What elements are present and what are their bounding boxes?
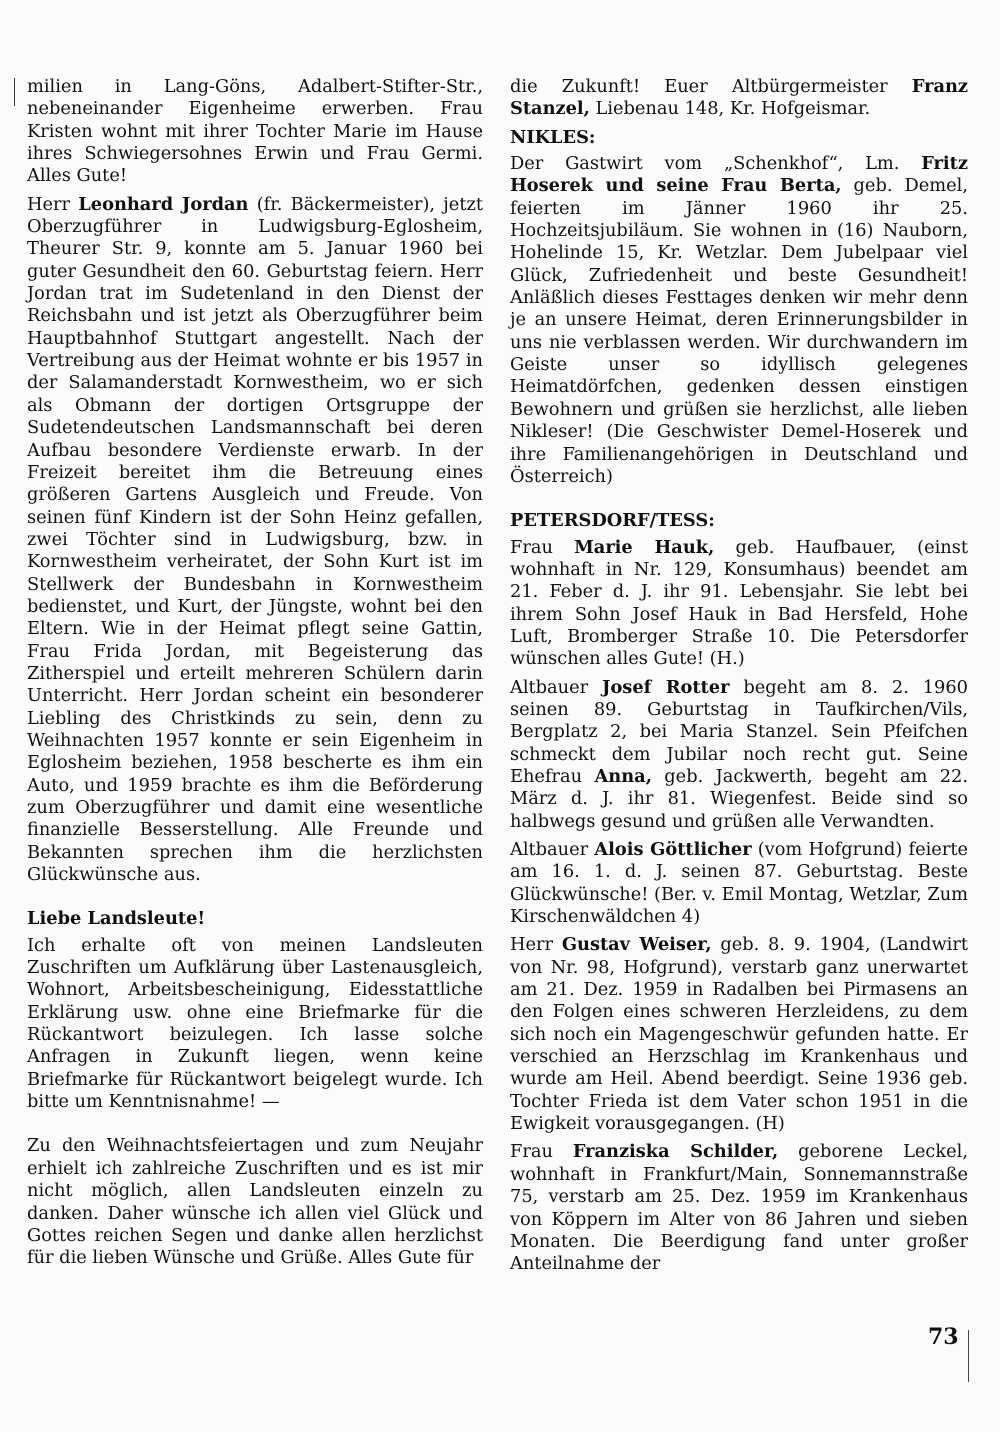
- page-number: 73: [928, 1324, 959, 1350]
- paragraph-text: Der Gastwirt vom „Schenkhof“, Lm.: [510, 153, 922, 175]
- person-name: Leonhard Jordan: [78, 193, 249, 215]
- paragraph-stanzel: [510, 76, 968, 121]
- paragraph-text: Frau: [510, 1141, 573, 1163]
- paragraph-text: geborene Leckel, wohnhaft in Frankfurt/Main, Sonnemannstraße 75, verstarb am 25. Dez. 1959 im Krankenhaus von Köppern im Alter von 86 Jahren und sieben Monaten. Die Beerdigung fand unter großer Anteilnahme der: [510, 1141, 968, 1275]
- paragraph-marie-hauk: [510, 537, 968, 671]
- person-name: Franz Stanzel,: [510, 76, 968, 120]
- person-name: Marie Hauk,: [574, 536, 715, 558]
- paragraph-text: geb. 8. 9. 1904, (Landwirt von Nr. 98, Hofgrund), verstarb ganz unerwartet am 21. Dez. 1959 in Radalben bei Pirmasens an den Folgen eines schweren Herzleidens, zu dem sich noch ein Magengeschwür gefunden hatte. Er verschied an Herzschlag im Krankenhaus und wurde am Heil. Abend beerdigt. Seine 1936 geb. Tochter Frieda ist dem Vater schon 1951 in die Ewigkeit vorausgegangen. (H): [510, 934, 968, 1135]
- paragraph-text: Zu den Weihnachtsfeiertagen und zum Neujahr erhielt ich zahlreiche Zuschriften und es ist mir nicht möglich, allen Landsleuten einzeln zu danken. Daher wünsche ich allen viel Glück und Gottes reichen Segen und danke allen herzlichst für die lieben Wünsche und Grüße. Alles Gute für: [27, 1135, 483, 1269]
- person-name: Anna,: [594, 765, 652, 787]
- paragraph-text: begeht am 8. 2. 1960 seinen 89. Geburtstag in Taufkirchen/Vils, Bergplatz 2, bei Maria Stanzel. Sein Pfeifchen schmeckt dem Jubilar noch recht gut. Seine Ehefrau: [510, 676, 968, 787]
- paragraph-hoserek: [510, 153, 968, 488]
- paragraph-lang-goens: [27, 76, 483, 188]
- left-column: [27, 76, 483, 1276]
- paragraph-briefmarke: [27, 935, 483, 1114]
- person-name: Alois Göttlicher: [594, 839, 752, 860]
- page-number-rule: [968, 1330, 969, 1382]
- paragraph-franziska-schilder: [510, 1141, 968, 1275]
- paragraph-leonhard-jordan: [27, 194, 483, 887]
- paragraph-text: milien in Lang-Göns, Adalbert-Stifter-Str., nebeneinander Eigenheime erwerben. Frau Kristen wohnt mit ihrer Tochter Marie im Hause ihres Schwiegersohnes Erwin und Frau Germi. Alles Gute!: [27, 76, 483, 187]
- person-name: Fritz Hoserek und seine Frau Berta,: [510, 153, 968, 197]
- section-heading-nikles: NIKLES:: [510, 126, 596, 148]
- person-name: Franziska Schilder,: [572, 1141, 779, 1163]
- paragraph-text: Herr: [510, 934, 562, 956]
- paragraph-text: geb. Haufbauer, (einst wohnhaft in Nr. 129, Konsumhaus) beendet am 21. Feber d. J. ihr 91. Lebensjahr. Sie lebt bei ihrem Sohn Josef Hauk in Bad Hersfeld, Hohe Luft, Bromberger Straße 10. Die Petersdorfer wünschen alles Gute! (H.): [510, 536, 969, 670]
- section-heading-petersdorf-tess: PETERSDORF/TESS:: [510, 510, 715, 532]
- section-heading-liebe-landsleute: Liebe Landsleute!: [27, 908, 206, 930]
- paragraph-text: Altbauer: [510, 839, 595, 860]
- paragraph-text: (fr. Bäckermeister), jetzt Oberzugführer in Ludwigsburg-Eglosheim, Theurer Str. 9, konnte am 5. Januar 1960 bei guter Gesundheit den 60. Geburtstag feiern. Herr Jordan trat im Sudetenland in den Dienst der Reichsbahn und ist jetzt als Oberzugführer beim Hauptbahnhof Stuttgart angestellt. Nach der Vertreibung aus der Heimat wohnte er bis 1957 in der Salamanderstadt Kornwestheim, wo er sich als Obmann der dortigen Ortsgruppe der Sudetendeutschen Landsmannschaft bei deren Aufbau besondere Verdienste erwarb. In der Freizeit bereitet ihm die Betreuung eines größeren Gartens Ausgleich und Freude. Von seinen fünf Kindern ist der Sohn Heinz gefallen, zwei Töchter sind in Ludwigsburg, bzw. in Kornwestheim verheiratet, der Sohn Kurt ist im Stellwerk der Bundesbahn in Kornwestheim bedienstet, und Kurt, der Jüngste, wohnt bei den Eltern. Wie in der Heimat pflegt seine Gattin, Frau Frida Jordan, mit Begeisterung das Zitherspiel und erteilt mehreren Schülern darin Unterricht. Herr Jordan scheint ein besonderer Liebling des Christkinds zu sein, denn zu Weihnachten 1957 konnte er sein Eigenheim in Eglosheim beziehen, 1958 bescherte es ihm ein Auto, und 1959 brachte es ihm die Beförderung zum Oberzugführer und damit eine wesentliche finanzielle Besserstellung. Alle Freunde und Bekannten sprechen ihm die herzlichsten Glückwünsche aus.: [27, 193, 483, 886]
- margin-rule: [14, 78, 15, 106]
- paragraph-text: Frau: [510, 536, 575, 558]
- paragraph-alois-goettlicher: [510, 839, 968, 928]
- paragraph-weihnachten: [27, 1135, 483, 1269]
- paragraph-text: die Zukunft! Euer Altbürgermeister: [510, 76, 912, 97]
- paragraph-josef-rotter: [510, 677, 968, 833]
- paragraph-text: geb. Jackwerth, begeht am 22. März d. J. ihr 81. Wiegenfest. Beide sind so halbwegs gesund und grüßen alle Verwandten.: [510, 765, 968, 832]
- right-column: [510, 76, 968, 1282]
- paragraph-gustav-weiser: [510, 934, 968, 1135]
- person-name: Josef Rotter: [602, 676, 730, 698]
- paragraph-text: Altbauer: [510, 676, 603, 698]
- paragraph-text: Ich erhalte oft von meinen Landsleuten Zuschriften um Aufklärung über Lastenausgleich, Wohnort, Arbeitsbescheinigung, Eidesstattliche Erklärung usw. ohne eine Briefmarke für die Rückantwort beizulegen. Ich lasse solche Anfragen in Zukunft liegen, wenn keine Briefmarke für Rückantwort beigelegt wurde. Ich bitte um Kenntnisnahme! —: [27, 934, 483, 1113]
- person-name: Gustav Weiser,: [561, 934, 712, 956]
- paragraph-text: (vom Hofgrund) feierte am 16. 1. d. J. seinen 87. Geburtstag. Beste Glückwünsche! (Ber. v. Emil Montag, Wetzlar, Zum Kirschenwäldchen 4): [510, 839, 969, 928]
- paragraph-text: Liebenau 148, Kr. Hofgeismar.: [589, 98, 871, 120]
- paragraph-text: Herr: [27, 193, 79, 215]
- paragraph-text: geb. Demel, feierten im Jänner 1960 ihr 25. Hochzeitsjubiläum. Sie wohnen in (16) Nauborn, Hohelinde 15, Kr. Wetzlar. Dem Jubelpaar viel Glück, Zufriedenheit und beste Gesundheit! Anläßlich dieses Festtages denken wir mehr denn je an unsere Heimat, deren Erinnerungsbilder in uns nie verblassen werden. Wir durchwandern im Geiste unser so idyllisch gelegenes Heimatdörfchen, gedenken dessen einstigen Bewohnern und grüßen sie herzlichst, alle lieben Nikleser! (Die Geschwister Demel-Hoserek und ihre Familienangehörigen in Deutschland und Österreich): [510, 175, 969, 487]
